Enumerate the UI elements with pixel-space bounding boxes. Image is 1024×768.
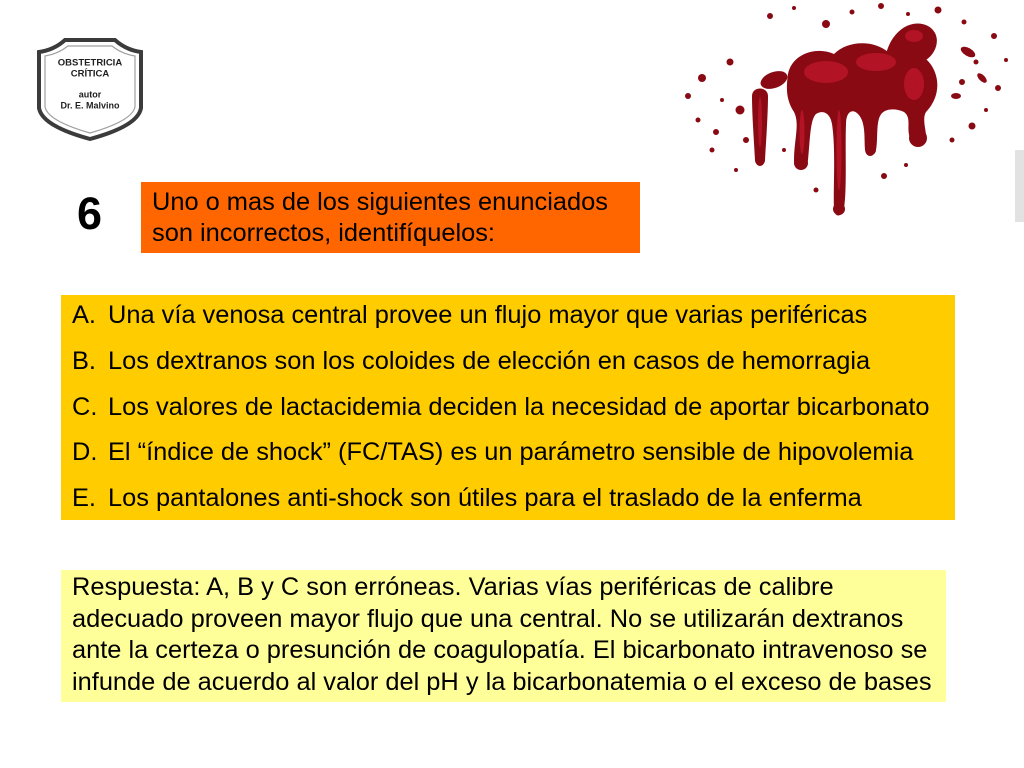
question-number: 6 — [77, 188, 103, 239]
blood-highlight — [758, 97, 762, 147]
blood-drop — [991, 33, 997, 39]
blood-drip-bulb — [794, 156, 808, 170]
answer-line: ante la certeza o presunción de coagulopatía. El bicarbonato intravenoso se — [72, 636, 928, 665]
blood-streak — [959, 45, 977, 60]
blood-drop — [962, 20, 967, 25]
obstetricia-critica-logo — [36, 36, 144, 142]
blood-drop — [984, 108, 988, 112]
option-letter: A. — [72, 301, 96, 329]
option-letter: C. — [72, 392, 98, 421]
blood-splatter — [685, 3, 1008, 216]
option-c — [72, 392, 955, 423]
question-prompt-box — [141, 182, 640, 253]
blood-drop — [959, 79, 965, 85]
blood-drop — [974, 60, 979, 65]
blood-drop — [782, 148, 786, 152]
question-prompt-line: Uno o mas de los siguientes enunciados — [152, 188, 608, 216]
blood-blob — [758, 68, 790, 93]
option-letter: D. — [72, 438, 98, 467]
blood-drip-bulb — [833, 203, 845, 215]
option-text: El “índice de shock” (FC/TAS) es un parámetro sensible de hipovolemia — [108, 438, 914, 467]
blood-drip-bulb — [755, 155, 765, 165]
blood-drop — [734, 168, 738, 172]
blood-streak — [951, 93, 961, 99]
image-edge-mark — [1015, 150, 1024, 222]
blood-drop — [743, 137, 749, 143]
blood-highlight — [804, 61, 848, 83]
blood-drop — [969, 123, 976, 130]
option-b — [72, 346, 955, 377]
blood-drop — [904, 163, 908, 167]
option-a — [72, 300, 955, 331]
answer-line: adecuado proveen mayor flujo que una central. No se utilizarán dextranos — [72, 604, 904, 633]
option-letter: B. — [72, 346, 96, 375]
blood-drop — [822, 20, 830, 28]
answer-box — [61, 570, 946, 702]
options-box — [61, 295, 955, 520]
blood-drop — [850, 10, 855, 15]
blood-splatter-image — [676, 0, 1024, 222]
blood-drop — [720, 98, 724, 102]
blood-streak — [976, 72, 989, 85]
blood-drop — [685, 93, 691, 99]
blood-drip-bulb — [866, 145, 876, 155]
blood-drop — [935, 7, 942, 14]
blood-highlight — [837, 110, 842, 190]
blood-drop — [698, 74, 706, 82]
blood-highlight — [856, 53, 896, 71]
option-text: Los dextranos son los coloides de elección en casos de hemorragia — [108, 346, 871, 375]
blood-drop — [995, 85, 1001, 91]
blood-drop — [878, 3, 884, 9]
blood-drop — [1004, 58, 1008, 62]
blood-highlight — [800, 110, 805, 154]
blood-highlight — [905, 30, 923, 42]
option-text: Una vía venosa central provee un flujo mayor que varias periféricas — [108, 301, 868, 329]
option-text: Los pantalones anti-shock son útiles para el traslado de la enferma — [108, 484, 862, 512]
blood-drop — [736, 106, 745, 115]
blood-drop — [713, 129, 719, 135]
blood-drop — [950, 138, 955, 143]
logo-title-line-2: CRÍTICA — [70, 68, 110, 80]
option-d — [72, 437, 955, 468]
blood-drop — [696, 118, 701, 123]
question-prompt-line: son incorrectos, identifíquelos: — [152, 219, 495, 247]
blood-highlight — [904, 68, 924, 100]
option-e — [72, 483, 955, 514]
option-letter: E. — [72, 484, 96, 512]
blood-drop — [792, 6, 796, 10]
answer-line: Respuesta: A, B y C son erróneas. Varias vías periféricas de calibre — [72, 573, 834, 601]
logo-author-name: Dr. E. Malvino — [60, 100, 120, 111]
blood-upper-arm — [886, 24, 937, 60]
blood-drop — [881, 173, 887, 179]
blood-drop — [767, 13, 773, 19]
blood-drop — [727, 59, 734, 66]
option-text: Los valores de lactacidemia deciden la necesidad de aportar bicarbonato — [108, 392, 930, 421]
logo-title-line-1: OBSTETRICIA — [57, 57, 123, 69]
blood-drop — [814, 188, 819, 193]
answer-line: infunde de acuerdo al valor del pH y la bicarbonatemia o el exceso de bases — [72, 667, 932, 696]
blood-drop — [906, 12, 910, 16]
blood-drip-bulb — [909, 129, 927, 147]
logo-author-label: autor — [78, 89, 102, 100]
blood-drop — [710, 148, 715, 153]
